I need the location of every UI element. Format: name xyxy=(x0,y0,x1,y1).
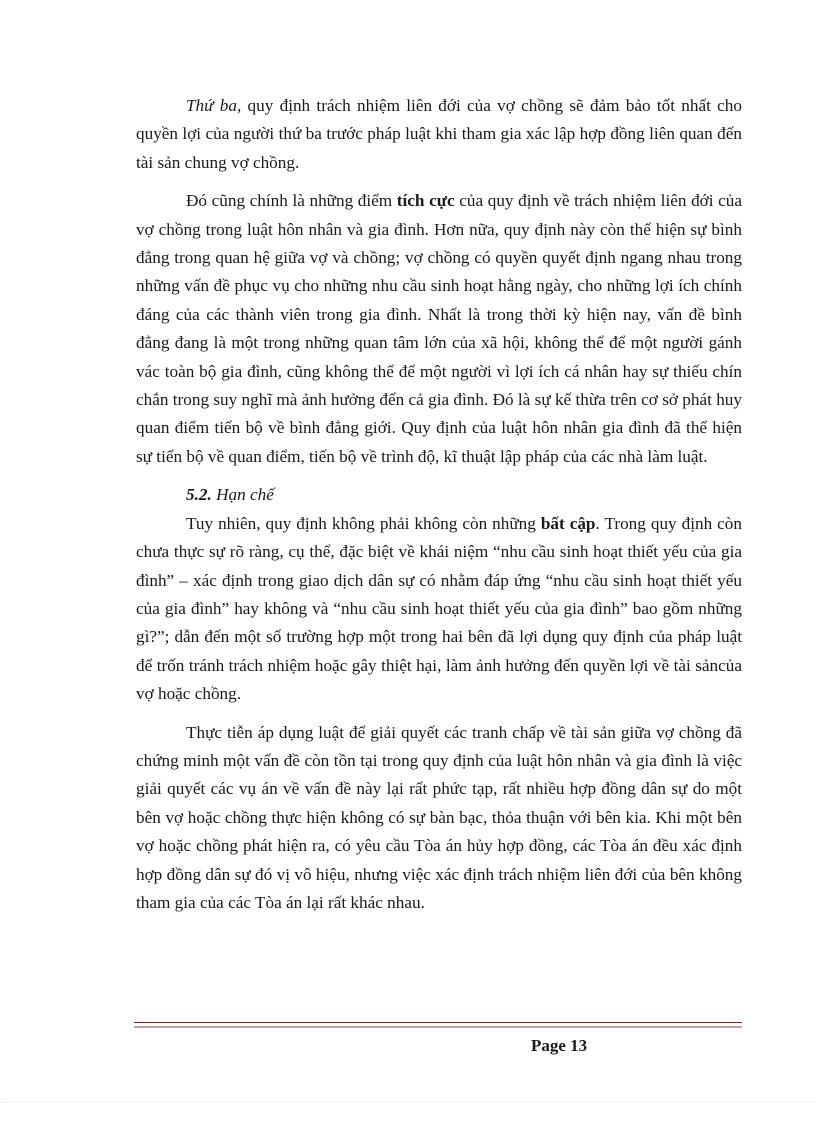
paragraph-practice xyxy=(136,719,742,918)
paragraph-positives xyxy=(136,187,742,471)
page-edge-divider xyxy=(0,1102,816,1104)
page-number: Page 13 xyxy=(531,1036,588,1055)
emphasis-shortcoming: bất cập xyxy=(540,513,596,533)
paragraph-third-party xyxy=(136,92,742,177)
section-title: Hạn chế xyxy=(211,485,274,505)
paragraph-text: Tuy nhiên, quy định không phải không còn những xyxy=(186,513,541,533)
emphasis-positive: tích cực xyxy=(396,191,455,211)
paragraph-text: Thực tiễn áp dụng luật để giải quyết các tranh chấp về tài sản giữa vợ chồng đã chứng minh một vấn đề còn tồn tại trong quy định của luật hôn nhân và gia đình là việc giải quyết các vụ án về vấn đề này lại rất phức tạp, rất nhiều hợp đồng dân sự do một bên vợ hoặc chồng thực hiện không có sự bàn bạc, thỏa thuận với bên kia. Khi một bên vợ hoặc chồng phát hiện ra, có yêu cầu Tòa án hủy hợp đồng, các Tòa án đều xác định hợp đồng dân sự đó vị vô hiệu, nhưng việc xác định trách nhiệm liên đới của bên không tham gia của các Tòa án lại rất khác nhau. xyxy=(136,722,742,912)
section-heading xyxy=(136,481,742,509)
paragraph-lead: Thứ ba, xyxy=(186,96,242,115)
footer-rule-inner xyxy=(134,1026,742,1028)
paragraph-limitations xyxy=(136,510,742,709)
paragraph-text: Đó cũng chính là những điểm xyxy=(186,191,397,211)
paragraph-text: . Trong quy định còn chưa thực sự rõ ràng, cụ thể, đặc biệt về khái niệm “nhu cầu sinh hoạt thiết yếu của gia đình” – xác định trong giao dịch dân sự có nhằm đáp ứng “nhu cầu sinh hoạt thiết yếu của gia đình” hay không và “nhu cầu sinh hoạt thiết yếu của gia đình” bao gồm những gì?”; dẫn đến một số trường hợp một trong hai bên đã lợi dụng quy định của pháp luật để trốn tránh trách nhiệm hoặc gây thiệt hại, làm ảnh hưởng đến quyền lợi về tài sảncủa vợ hoặc chồng. xyxy=(136,513,742,704)
section-number: 5.2. xyxy=(186,485,212,505)
page-body xyxy=(136,92,742,927)
paragraph-text: quy định trách nhiệm liên đới của vợ chồng sẽ đảm bảo tốt nhất cho quyền lợi của người thứ ba trước pháp luật khi tham gia xác lập hợp đồng liên quan đến tài sản chung vợ chồng. xyxy=(136,96,742,172)
paragraph-text: của quy định về trách nhiệm liên đới của vợ chồng trong luật hôn nhân và gia đình. Hơn nữa, quy định này còn thể hiện sự bình đẳng trong quan hệ giữa vợ và chồng; vợ chồng có quyền quyết định ngang nhau trong những vấn đề phục vụ cho những nhu cầu sinh hoạt hằng ngày, cho những lợi ích chính đáng của các thành viên trong gia đình. Nhất là trong thời kỳ hiện nay, vấn đề bình đẳng đang là một trong những quan tâm lớn của xã hội, không thể để một người gánh vác toàn bộ gia đình, cũng không thể để một người vì lợi ích cá nhân hay sự thiếu chín chắn trong suy nghĩ mà ảnh hưởng đến cả gia đình. Đó là sự kế thừa trên cơ sở phát huy quan điểm tiến bộ về bình đẳng giới. Quy định của luật hôn nhân gia đình đã thể hiện sự tiến bộ về quan điểm, tiến bộ về trình độ, kĩ thuật lập pháp của các nhà làm luật. xyxy=(136,191,742,466)
